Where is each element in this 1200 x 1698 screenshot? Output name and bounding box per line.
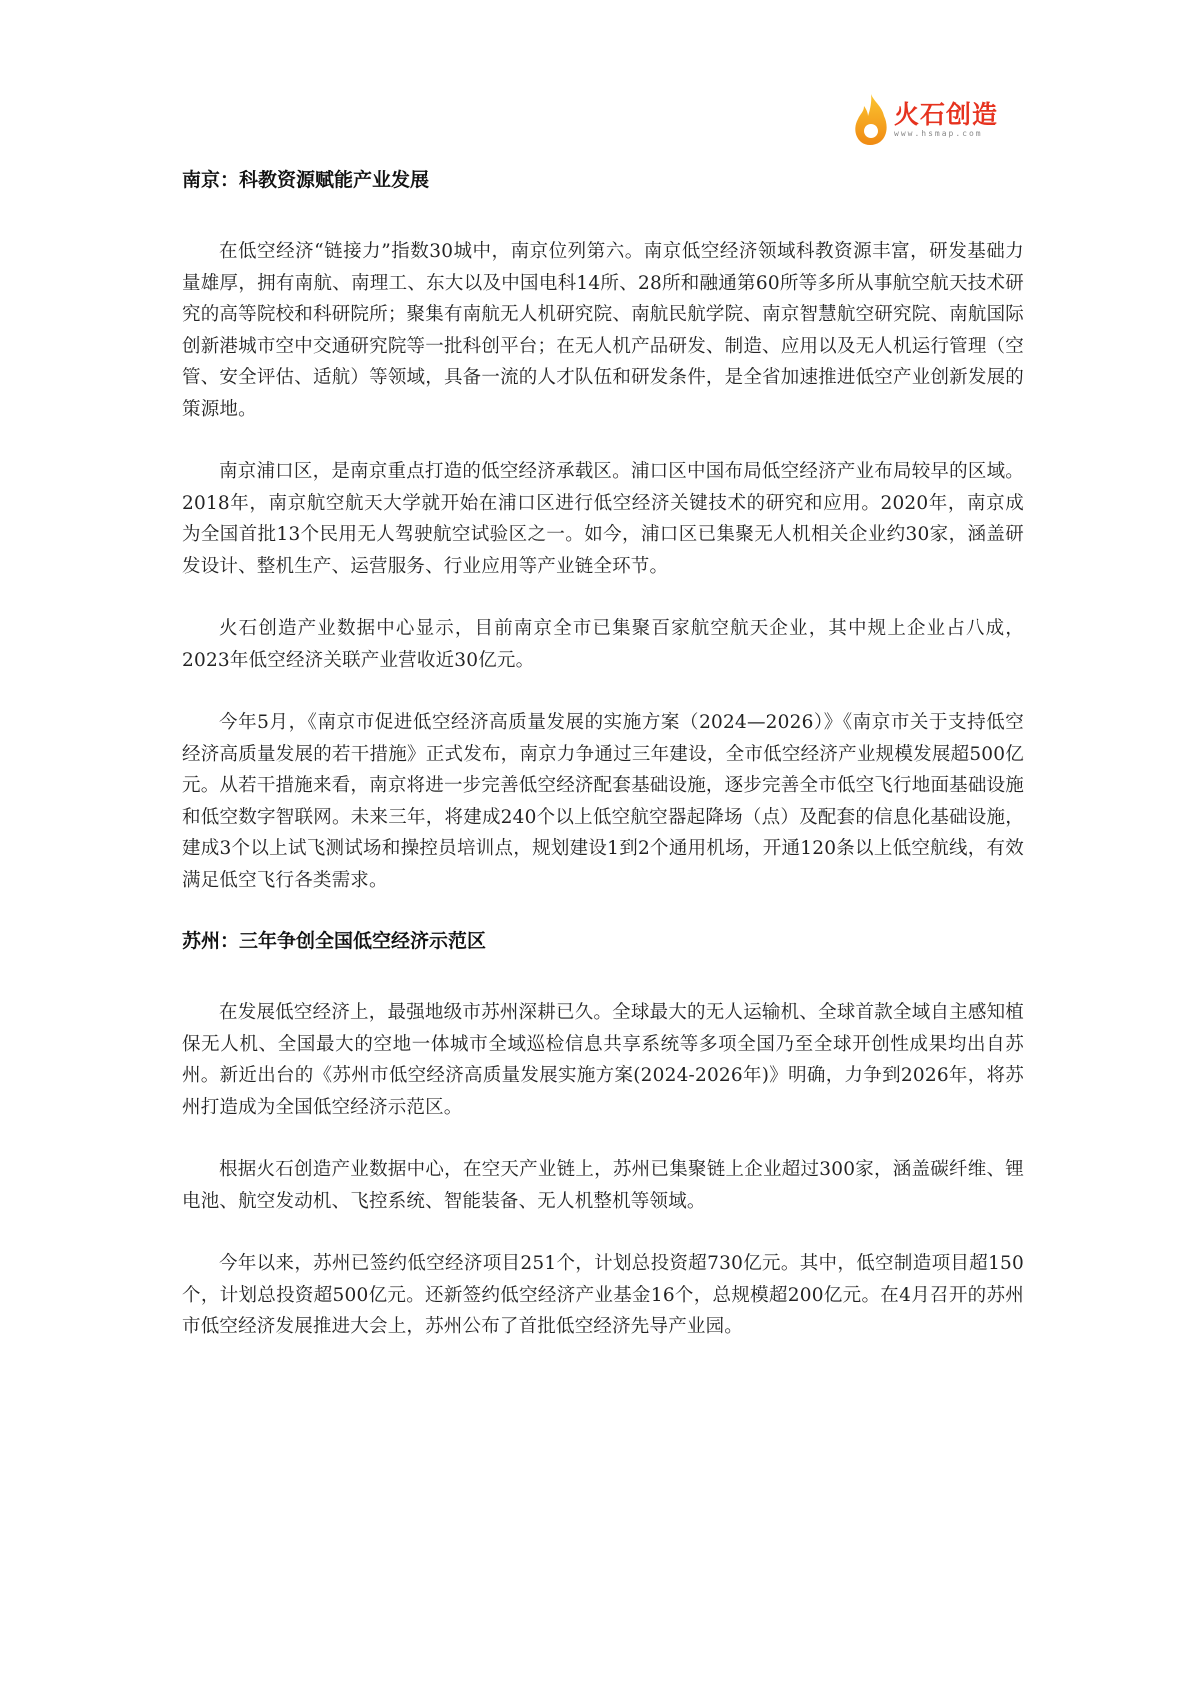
section-heading-nanjing: 南京：科教资源赋能产业发展: [182, 169, 430, 191]
paragraph: 在发展低空经济上，最强地级市苏州深耕已久。全球最大的无人运输机、全球首款全域自主感知植保无人机、全国最大的空地一体城市全域巡检信息共享系统等多项全国乃至全球开创性成果均出自苏州。新近出台的《苏州市低空经济高质量发展实施方案(2024-2026年)》明确，力争到2026年，将苏州打造成为全国低空经济示范区。: [182, 1002, 1024, 1118]
paragraph: 今年5月，《南京市促进低空经济高质量发展的实施方案（2024—2026）》《南京市关于支持低空经济高质量发展的若干措施》正式发布，南京力争通过三年建设，全市低空经济产业规模发展超500亿元。从若干措施来看，南京将进一步完善低空经济配套基础设施，逐步完善全市低空飞行地面基础设施和低空数字智联网。未来三年，将建成240个以上低空航空器起降场（点）及配套的信息化基础设施，建成3个以上试飞测试场和操控员培训点，规划建设1到2个通用机场，开通120条以上低空航线，有效满足低空飞行各类需求。: [182, 712, 1024, 891]
logo: [852, 92, 998, 146]
flame-icon: [852, 92, 890, 146]
brand-url: www.hsmap.com: [894, 128, 983, 138]
paragraph: 火石创造产业数据中心显示，目前南京全市已集聚百家航空航天企业，其中规上企业占八成，2023年低空经济关联产业营收近30亿元。: [182, 618, 1024, 671]
paragraph: 根据火石创造产业数据中心，在空天产业链上，苏州已集聚链上企业超过300家，涵盖碳纤维、锂电池、航空发动机、飞控系统、智能装备、无人机整机等领域。: [182, 1159, 1024, 1212]
section-heading-suzhou: 苏州：三年争创全国低空经济示范区: [182, 930, 487, 952]
document-body: [182, 166, 1024, 1343]
brand-name: 火石创造: [894, 99, 999, 129]
paragraph: 今年以来，苏州已签约低空经济项目251个，计划总投资超730亿元。其中，低空制造项目超150个，计划总投资超500亿元。还新签约低空经济产业基金16个，总规模超200亿元。在4月召开的苏州市低空经济发展推进大会上，苏州公布了首批低空经济先导产业园。: [182, 1253, 1024, 1337]
paragraph: 在低空经济“链接力”指数30城中，南京位列第六。南京低空经济领域科教资源丰富，研发基础力量雄厚，拥有南航、南理工、东大以及中国电科14所、28所和融通第60所等多所从事航空航天技术研究的高等院校和科研院所；聚集有南航无人机研究院、南航民航学院、南京智慧航空研究院、南航国际创新港城市空中交通研究院等一批科创平台；在无人机产品研发、制造、应用以及无人机运行管理（空管、安全评估、适航）等领域，具备一流的人才队伍和研发条件，是全省加速推进低空产业创新发展的策源地。: [182, 241, 1024, 420]
paragraph: 南京浦口区，是南京重点打造的低空经济承载区。浦口区中国布局低空经济产业布局较早的区域。2018年，南京航空航天大学就开始在浦口区进行低空经济关键技术的研究和应用。2020年，南京成为全国首批13个民用无人驾驶航空试验区之一。如今，浦口区已集聚无人机相关企业约30家，涵盖研发设计、整机生产、运营服务、行业应用等产业链全环节。: [182, 461, 1024, 577]
